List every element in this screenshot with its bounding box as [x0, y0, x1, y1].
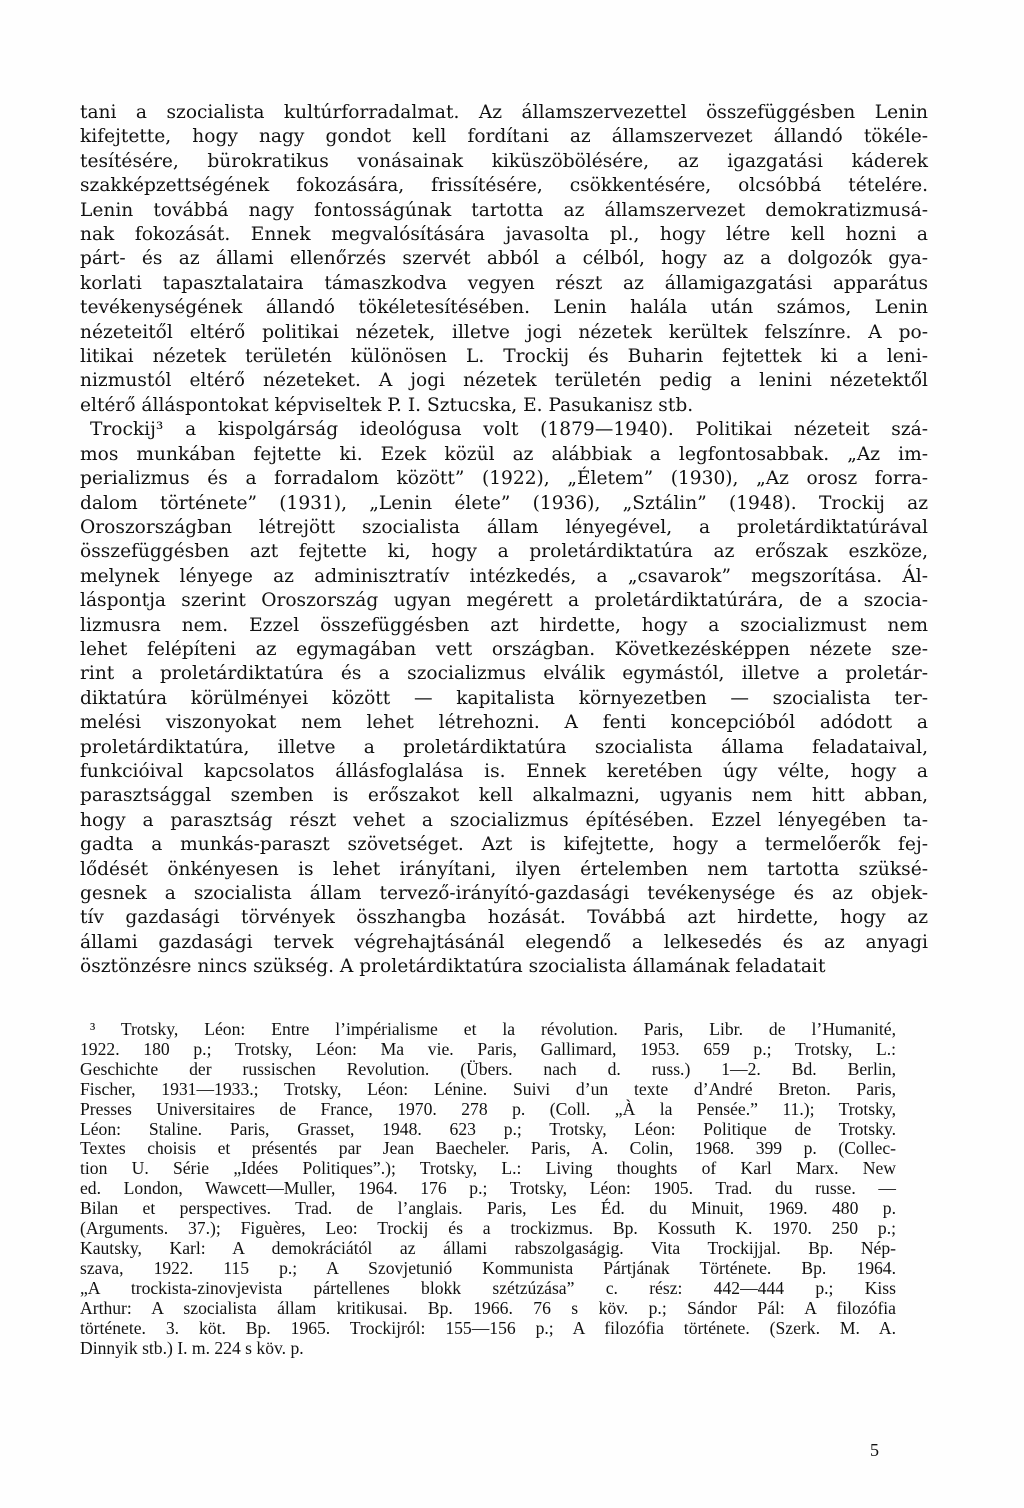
- footnote-line: Fischer, 1931—1933.; Trotsky, Léon: Lénine. Suivi d’un texte d’André Breton. Paris,: [80, 1078, 896, 1099]
- body-line: parasztsággal szemben is erőszakot kell alkalmazni, ugyanis nem hitt abban,: [80, 785, 928, 807]
- footnote-line: Kautsky, Karl: A demokráciától az állami rabszolgaságig. Vita Trockijjal. Bp. Nép-: [80, 1237, 896, 1258]
- body-line: nak fokozását. Ennek megvalósítására javasolta pl., hogy létre kell hozni a: [80, 224, 928, 246]
- body-line: eltérő álláspontokat képviseltek P. I. Sztucska, E. Pasukanisz stb.: [80, 394, 694, 416]
- body-line: melynek lényege az adminisztratív intézkedés, a „csavarok” megszorítása. Ál-: [80, 565, 928, 587]
- body-line: láspontja szerint Oroszország ugyan megérett a proletárdiktatúrára, de a szocia-: [80, 590, 928, 612]
- footnote-line: ³ Trotsky, Léon: Entre l’impérialisme et la révolution. Paris, Libr. de l’Humanité,: [90, 1019, 896, 1039]
- body-line: Lenin továbbá nagy fontosságúnak tartotta az államszervezet demokratizmusá-: [80, 199, 928, 221]
- body-line: ösztönzésre nincs szükség. A proletárdiktatúra szocialista államának feladatait: [80, 956, 826, 978]
- body-line: korlati tapasztalataira támaszkodva vegyen részt az államigazgatási apparátus: [80, 272, 928, 294]
- body-line: litikai nézetek területén különösen L. Trockij és Buharin fejtettek ki a leni-: [80, 346, 928, 368]
- body-line: dalom története” (1931), „Lenin élete” (1936), „Sztálin” (1948). Trockij az: [80, 492, 928, 514]
- body-line: gadta a munkás-paraszt szövetséget. Azt is kifejtette, hogy a termelőerők fej-: [80, 834, 928, 856]
- body-line: tív gazdasági törvények összhangba hozását. Továbbá azt hirdette, hogy az: [80, 907, 928, 929]
- body-line: nézeteitől eltérő politikai nézetek, illetve jogi nézetek kerültek felszínre. A po-: [80, 321, 928, 343]
- body-line: Trockij³ a kispolgárság ideológusa volt (1879—1940). Politikai nézeteit szá-: [90, 419, 928, 441]
- footnote-line: Geschichte der russischen Revolution. (Übers. nach d. russ.) 1—2. Bd. Berlin,: [80, 1058, 896, 1079]
- body-line: lehet felépíteni az egymagában vett országban. Következésképpen nézete sze-: [80, 638, 928, 660]
- body-line: perializmus és a forradalom között” (1922), „Életem” (1930), „Az orosz forra-: [80, 468, 928, 490]
- body-line: összefüggésben azt fejtette ki, hogy a proletárdiktatúra az erőszak eszköze,: [80, 541, 928, 563]
- body-line: mos munkában fejtette ki. Ezek közül az alábbiak a legfontosabbak. „Az im-: [80, 443, 928, 465]
- footnotes: [80, 1020, 896, 1358]
- footnote-line: (Arguments. 37.); Figuères, Leo: Trockij és a trockizmus. Bp. Kossuth K. 1970. 250 p.;: [80, 1218, 896, 1239]
- main-text: [80, 101, 928, 980]
- footnote-line: tion U. Série „Idées Politiques”.); Trotsky, L.: Living thoughts of Karl Marx. New: [80, 1158, 896, 1179]
- footnote-line: Textes choisis et présentés par Jean Baecheler. Paris, A. Colin, 1968. 399 p. (Collec-: [80, 1138, 896, 1159]
- body-line: Oroszországban létrejött szocialista állam lényegével, a proletárdiktatúrával: [80, 516, 928, 538]
- footnote-line: Léon: Staline. Paris, Grasset, 1948. 623 p.; Trotsky, Léon: Politique de Trotsky.: [80, 1118, 896, 1139]
- body-line: párt- és az állami ellenőrzés szervét abból a célból, hogy az a dolgozók gya-: [80, 248, 928, 270]
- footnote-line: szava, 1922. 115 p.; A Szovjetunió Kommunista Pártjának Története. Bp. 1964.: [80, 1257, 896, 1278]
- footnote-line: Bilan et perspectives. Trad. de l’anglais. Paris, Les Éd. du Minuit, 1969. 480 p.: [80, 1198, 896, 1219]
- body-line: melési viszonyokat nem lehet létrehozni. A fenti koncepcióból adódott a: [80, 712, 928, 734]
- body-line: nizmustól eltérő nézeteket. A jogi nézetek területén pedig a lenini nézetektől: [80, 370, 928, 392]
- body-line: hogy a parasztság részt vehet a szocializmus építésében. Ezzel lényegében ta-: [80, 809, 928, 831]
- body-line: lizmusra nem. Ezzel összefüggésben azt hirdette, hogy a szocializmust nem: [80, 614, 928, 636]
- body-line: állami gazdasági tervek végrehajtásánál elegendő a lelkesedés és az anyagi: [80, 931, 928, 953]
- body-line: kifejtette, hogy nagy gondot kell fordítani az államszervezet állandó tökéle-: [80, 126, 928, 148]
- page-number: 5: [870, 1440, 879, 1460]
- body-line: rint a proletárdiktatúra és a szocializmus elválik egymástól, illetve a proletár-: [80, 663, 928, 685]
- body-line: szakképzettségének fokozására, frissítésére, csökkentésére, olcsóbbá tételére.: [80, 175, 928, 197]
- body-line: lődését önkényesen is lehet irányítani, ilyen értelemben nem tartotta szüksé-: [80, 858, 928, 880]
- body-line: funkcióival kapcsolatos állásfoglalása is. Ennek keretében úgy vélte, hogy a: [80, 760, 928, 782]
- footnote-line: Arthur: A szocialista állam kritikusai. Bp. 1966. 76 s köv. p.; Sándor Pál: A filozófia: [80, 1297, 896, 1318]
- body-line: tevékenységének állandó tökéletesítésében. Lenin halála után számos, Lenin: [80, 297, 928, 319]
- footnote-line: ed. London, Wawcett—Muller, 1964. 176 p.; Trotsky, Léon: 1905. Trad. du russe. —: [80, 1178, 896, 1199]
- footnote-line: Presses Universitaires de France, 1970. 278 p. (Coll. „À la Pensée.” 11.); Trotsky,: [80, 1098, 896, 1119]
- body-line: diktatúra körülményei között — kapitalista környezetben — szocialista ter-: [80, 687, 928, 709]
- footnote-line: 1922. 180 p.; Trotsky, Léon: Ma vie. Paris, Gallimard, 1953. 659 p.; Trotsky, L.:: [80, 1038, 896, 1059]
- body-line: tani a szocialista kultúrforradalmat. Az államszervezettel összefüggésben Lenin: [80, 102, 928, 123]
- footnote-line: „A trockista-zinovjevista pártellenes blokk szétzúzása” c. rész: 442—444 p.; Kiss: [80, 1277, 896, 1298]
- body-line: tesítésére, bürokratikus vonásainak kiküszöbölésére, az igazgatási káderek: [80, 150, 928, 172]
- footnote-line: története. 3. köt. Bp. 1965. Trockijról: 155—156 p.; A filozófia története. (Szerk. M. A.: [80, 1317, 896, 1338]
- footnote-line: Dinnyik stb.) I. m. 224 s köv. p.: [80, 1337, 304, 1358]
- body-line: proletárdiktatúra, illetve a proletárdiktatúra szocialista állama feladataival,: [80, 736, 928, 758]
- body-line: gesnek a szocialista állam tervező-irányító-gazdasági tevékenysége és az objek-: [80, 883, 928, 904]
